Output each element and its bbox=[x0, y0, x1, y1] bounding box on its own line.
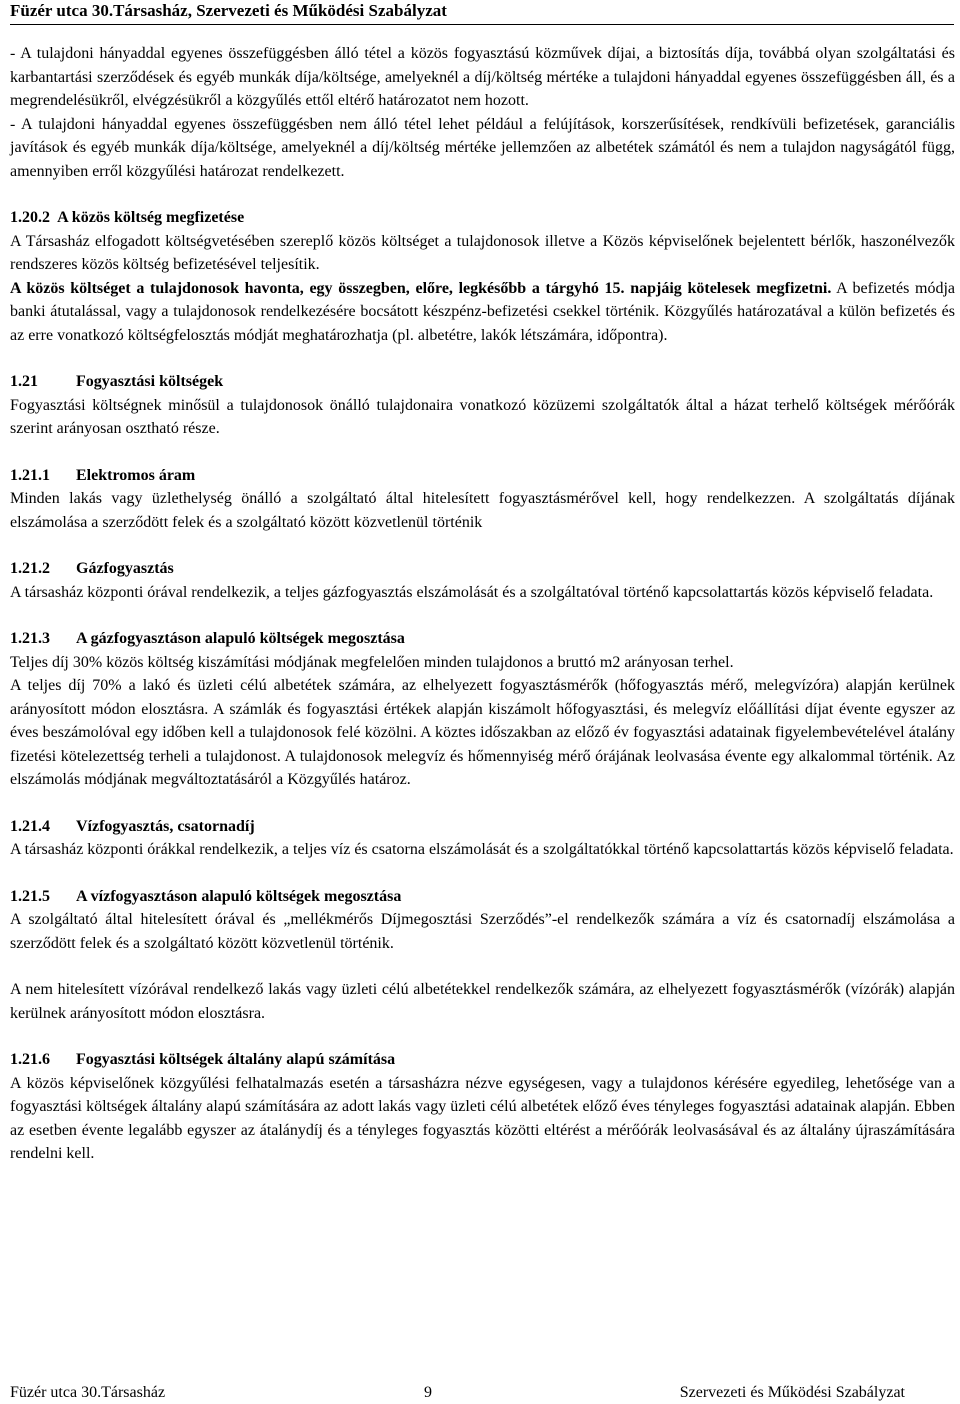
section-heading-1-21-1 bbox=[10, 464, 955, 488]
paragraph-gas-split-30: Teljes díj 30% közös költség kiszámítási módjának megfelelően minden tulajdonos a bruttó m2 arányosan terhel. bbox=[10, 653, 734, 671]
section-heading-1-21 bbox=[10, 370, 955, 394]
paragraph-water: A társasház központi órákkal rendelkezik, a teljes víz és csatorna elszámolását és a szolgáltatókkal történő kapcsolattartás közös képviselő feladata. bbox=[10, 841, 954, 858]
section-number: 1.21.3 bbox=[10, 630, 50, 647]
section-number: 1.21.2 bbox=[10, 560, 50, 577]
paragraph-water-certified: A szolgáltató által hitelesített órával és „mellékmérős Díjmegosztási Szerződés”-el rendelkezők számára a víz és csatornadíj elszámolása a szerződött felek és a szolgáltató között közvetlenül történik. bbox=[10, 911, 955, 952]
section-title: Elektromos áram bbox=[76, 466, 196, 484]
section-heading-1-20-2 bbox=[10, 206, 955, 230]
paragraph-electricity: Minden lakás vagy üzlethelység önálló a szolgáltató által hitelesített fogyasztásmérővel kell, hogy rendelkezzen. A szolgáltatás díjának elszámolása a szerződött felek és a szolgáltató között közvetlenül történik bbox=[10, 490, 955, 531]
section-number: 1.21.1 bbox=[10, 466, 50, 484]
section-number: 1.21.6 bbox=[10, 1051, 50, 1068]
paragraph-consumption-costs: Fogyasztási költségnek minősül a tulajdonosok önálló tulajdonaira vonatkozó közüzemi szolgáltatók által a házat terhelő költségek mérőórák szerint arányosan osztható része. bbox=[10, 396, 955, 437]
section-title: Gázfogyasztás bbox=[76, 560, 174, 577]
section-heading-1-21-4 bbox=[10, 815, 955, 839]
section-title: Fogyasztási költségek általány alapú számítása bbox=[76, 1051, 396, 1068]
section-number: 1.21.4 bbox=[10, 817, 50, 835]
paragraph-non-proportional-items: - A tulajdoni hányaddal egyenes összefüggésben nem álló tétel lehet például a felújítások, korszerűsítések, rendkívüli befizetések, garanciális javítások és egyéb munkák díja/költsége, amelyeknél a díj/költség mértéke jellemzően az albetétek számától és nem a tulajdon nagyságától függ, amennyiben erről közgyűlési határozat rendelkezett. bbox=[10, 115, 955, 180]
paragraph-common-cost-intro: A Társasház elfogadott költségvetésében szereplő közös költséget a tulajdonosok illetve a Közös képviselőnek bejelentett bérlők, haszonélvezők rendszeres közös költség befizetésével teljesítik. bbox=[10, 232, 955, 273]
section-heading-1-21-2 bbox=[10, 557, 955, 581]
payment-deadline-bold: A közös költséget a tulajdonosok havonta, egy összegben, előre, legkésőbb a tárgyhó 15. napjáig kötelesek megfizetni. bbox=[10, 279, 832, 297]
paragraph-gas-split-70: A teljes díj 70% a lakó és üzleti célú albetétek számára, az elhelyezett fogyasztásmérők (hőfogyasztás mérő, melegvízóra) alapján kerülnek arányosított módon elosztásra. A számlák és fogyasztási értékek alapján kiszámolt hőfogyasztási, és melegvíz előállítási díjat évente egyszer az éves beszámolóval egy időben kell a tulajdonosok felé közölni. A köztes időszakban az előző év fogyasztási adatainak figyelembevételével átalány fizetési kötelezettség terheli a tulajdonost. A tulajdonosok melegvíz és hőmennyiség mérő órájának leolvasása évente egy alkalommal történik. Az elszámolás módjának megváltoztatásáról a Közgyűlés határoz. bbox=[10, 677, 955, 788]
paragraph-flat-rate: A közös képviselőnek közgyűlési felhatalmazás esetén a társasházra nézve egységesen, vagy a tulajdonos kérésére egyedileg, lehetősége van a fogyasztási költségek általány alapú számítására az adott lakás vagy üzleti célú albetétek előző éves tényleges fogyasztási adatainak alapján. Ebben az esetben évente legalább egyszer az átalánydíj és a tényleges fogyasztás közötti eltérést a mérőórák leolvasásával és az általány újraszámítására rendelni kell. bbox=[10, 1074, 955, 1162]
section-heading-1-21-6 bbox=[10, 1048, 955, 1072]
paragraph-water-uncertified: A nem hitelesített vízórával rendelkező lakás vagy üzleti célú albetétekkel rendelkezők számára, az elhelyezett fogyasztásmérők (vízórák) alapján kerülnek arányosított módon elosztásra. bbox=[10, 981, 955, 1022]
document-body bbox=[10, 42, 955, 1166]
page-header-title: Füzér utca 30.Társasház, Szervezeti és Működési Szabályzat bbox=[10, 1, 447, 20]
footer-left-text: Füzér utca 30.Társasház bbox=[10, 1384, 166, 1401]
section-title: A közös költség megfizetése bbox=[57, 209, 245, 226]
section-number: 1.21 bbox=[10, 373, 38, 390]
paragraph-common-cost-payment bbox=[10, 277, 955, 348]
section-title: Vízfogyasztás, csatornadíj bbox=[76, 817, 255, 835]
paragraph-gas: A társasház központi órával rendelkezik, a teljes gázfogyasztás elszámolását és a szolgáltatóval történő kapcsolattartás közös képviselő feladata. bbox=[10, 583, 934, 601]
payment-method-text: A befizetés módja banki átutalással, vagy a tulajdonosok rendelkezésére bocsátott készpénz-befizetési csekkel történik. Közgyűlés határozatával a külön befizetés és az erre vonatkozó költségfelosztás módját meghatározhatja (pl. albetétre, lakók létszámára, időpontra). bbox=[10, 279, 955, 344]
header-divider bbox=[10, 24, 954, 25]
section-heading-1-21-5 bbox=[10, 885, 955, 909]
page-footer bbox=[10, 1382, 905, 1404]
paragraph-proportional-items: - A tulajdoni hányaddal egyenes összefüggésben álló tétel a közös fogyasztású közművek díjai, a biztosítás díja, továbbá olyan szolgáltatási és karbantartási szerződések és egyéb munkák díja/költsége, amelyeknél a díj/költség mértéke a tulajdoni hányaddal egyenes összefüggésben áll, és a megrendelésükről, elvégzésükről a közgyűlés ettől eltérő határozatot nem hozott. bbox=[10, 45, 955, 109]
section-title: A vízfogyasztáson alapuló költségek megosztása bbox=[76, 887, 402, 905]
footer-right-text: Szervezeti és Működési Szabályzat bbox=[679, 1384, 905, 1401]
section-title: A gázfogyasztáson alapuló költségek megosztása bbox=[76, 630, 405, 647]
page-number: 9 bbox=[424, 1384, 432, 1401]
section-number: 1.20.2 bbox=[10, 209, 50, 226]
section-title: Fogyasztási költségek bbox=[76, 373, 224, 390]
section-number: 1.21.5 bbox=[10, 887, 50, 905]
section-heading-1-21-3 bbox=[10, 627, 955, 651]
